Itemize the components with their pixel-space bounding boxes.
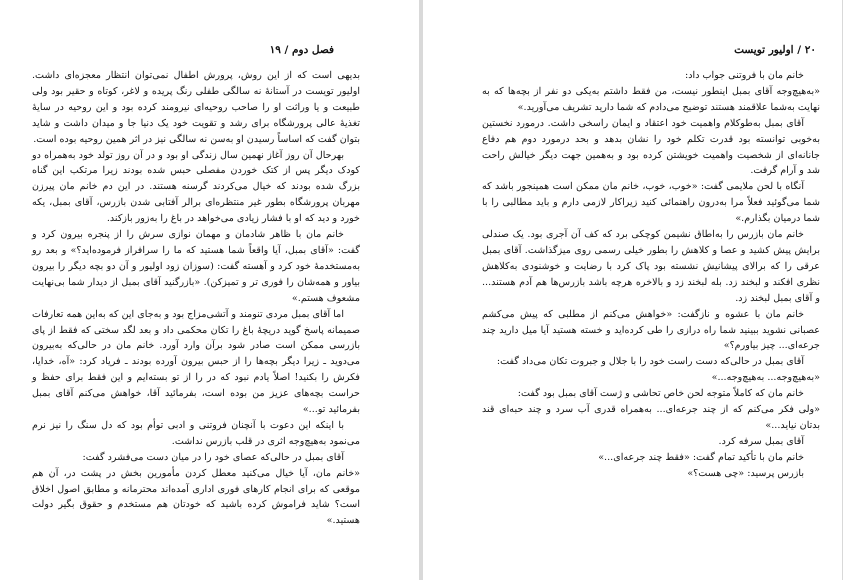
paragraph: خانم مان که کاملاً متوجه لحن خاص تحاشی و ژست آقای بمبل بود گفت: [517,388,804,400]
page-body [482,68,820,482]
paragraph: بازرس پرسید: «چی هست؟» [687,467,804,479]
paragraph: خانم مان با تأکید تمام گفت: «فقط چند جرعه‌ای...» [598,451,804,463]
paragraph: خانم مان با ظاهر شادمان و مهمان نوازی سرش را از پنجره بیرون کرد و گفت: «آقای بمبل، آیا واقعاً شما هستید که ما را سرافراز فرموده‌اید؟» و بعد رو به‌مستخدمهٔ خود کرد و آهسته گفت: (سوزان زود اولیور و آن دو بچه دیگر را بیرون بیاور و همه‌شان را فوری تر و تمیزکن). «بازرگنید آقای بمبل از دیدار شما بی‌نهایت مشعوف هستم.» [32,229,360,304]
paragraph: بهرحال آن روز آغاز نهمین سال زندگی او بود و در آن روز تولد خود به‌همراه دو کودک دیگر پس از کتک خوردن مفصلی حبس شده بودند زیرا مرتکب این گناه بزرگ شده بودند که خیال می‌کردند گرسنه هستند. در این دم خانم مان پیرزن مهربان پرورشگاه بطور غیر منتظره‌ای برالر آفتابی شدن بازرس، آقای بمبل، یکه خورد و دید که او با فشار زیادی می‌خواهد در باغ را به‌زور بازکند. [32,149,360,225]
paragraph: «به‌هیچ‌وجه... به‌هیچ‌وجه...» [711,372,820,384]
paragraph: خانم مان با عشوه و نازگفت: «خواهش می‌کنم از مطلبی که پیش می‌کشم عصبانی نشوید ببینید شما راه درازی را طی کرده‌اید و خسته هستید آیا میل دارید چند جرعه‌ای... چیز بیاورم؟» [482,308,820,352]
paragraph: «ولی فکر می‌کنم که از چند جرعه‌ای... به‌همراه قدری آب سرد و چند حبه‌ای قند بدتان نیاید...» [482,404,820,431]
right-page [423,0,842,580]
page-body [32,68,360,529]
paragraph: «خانم مان، آیا خیال می‌کنید معطل کردن مأمورین بخش در پشت در، آن هم موقعی که برای انجام کارهای فوری اداری آمده‌اند محترمانه و مطابق اصول اخلاق است؟ شاید فراموش کرده باشید که خودتان هم مستخدم و حقوق بگیر دولت هستید.» [32,467,360,527]
paragraph: خانم مان بازرس را به‌اطاق نشیمن کوچکی برد که کف آن آجری بود. یک صندلی برایش پیش کشید و عصا و کلاهش را بطور خیلی رسمی روی میزگذاشت. آقای بمبل عرقی را که برالای پیشانیش نشسته بود پاک کرد با رضایت و خوشنودی به‌کلاهش نظری افکند و لبخند زد. بله لبخند زد و بالاخره هرچه باشد بازرس‌ها هم آدم هستند... و آقای بمبل لبخند زد. [482,229,820,304]
paragraph: آنگاه با لحن ملایمی گفت: «خوب، خوب، خانم مان ممکن است همینجور باشد که شما می‌گوئید فعلاً مرا به‌درون راهنمائی کنید زیراکار لازمی دارم و باید مطالبی را با شما درمیان بگذارم.» [482,181,820,225]
paragraph: «به‌هیچ‌وجه آقای بمبل اینطور نیست، من فقط داشتم به‌یکی دو نفر از بچه‌ها که به نهایت به‌شما علاقمند هستند توضیح می‌دادم که شما دارید تشریف می‌آورید.» [482,85,820,113]
paragraph: بدیهی است که از این روش، پرورش اطفال نمی‌توان انتظار معجزه‌ای داشت. اولیور تویست در آستانهٔ نه سالگی طفلی رنگ پریده و لاغر، کوتاه و حقیر بود ولی طبیعت و یا وراثت او را صاحب روحیه‌ای نیرومند کرده بود و این روحیه در سایهٔ تغذیهٔ عالی پرورشگاه برای رشد و تقویت خود یک دنیا جا و میدان داشت و شاید بتوان گفت که اساساً رسیدن او به‌سن نه سالگی نیز در اثر همین روحیه بوده است. [32,70,360,145]
paragraph: اما آقای بمبل مردی تنومند و آتشی‌مزاج بود و به‌جای این که به‌این همه تعارفات صمیمانه پاسخ گوید دریچهٔ باغ را تکان محکمی داد و بعد لگد سختی که فقط از پای بازرسی ممکن است صادر شود برآن وارد آورد. خانم مان در حالی‌که به‌بیرون می‌دوید ـ زیرا دیگر بچه‌ها را از حبس بیرون آورده بودند ـ فریاد کرد: «آه، خدایا، فکرش را بکنید! اصلاً یادم نبود که در را از تو بسته‌ایم و این فقط برای حفظ و حراست بچه‌های عزیز من بوده است، بفرمائید آقا، خواهش می‌کنم آقای بمبل بفرمائید تو...» [32,308,360,416]
left-page [0,0,419,580]
paragraph: آقای بمبل سرفه کرد. [718,435,804,447]
paragraph: آقای بمبل در حالی‌که دست راست خود را با جلال و جبروت تکان می‌داد گفت: [496,356,804,368]
paragraph: آقای بمبل به‌طوکلام واهمیت خود اعتقاد و ایمان راسخی داشت. درمورد نخستین به‌خوبی توانسته بود قدرت تکلم خود را نشان بدهد و بحد درمورد دوم هم دفاع جانانه‌ای از شخصیت واهمیت خویشتن کرده بود و به‌همین جهت دیگر خیالش راحت شد و آرام گرفت. [482,117,820,177]
running-header: ۲۰ / اولیور تویست [734,44,816,56]
paragraph: با اینکه این دعوت با آنچنان فروتنی و ادبی توأم بود که دل سنگ را نیز نرم می‌نمود به‌هیچ‌وجه اثری در قلب بازرس نداشت. [32,419,360,447]
running-header: فصل دوم / ۱۹ [269,44,334,56]
paragraph: آقای بمبل در حالی‌که عصای خود را در میان دست می‌فشرد گفت: [82,451,344,463]
paragraph: خانم مان با فروتنی جواب داد: [685,70,804,81]
